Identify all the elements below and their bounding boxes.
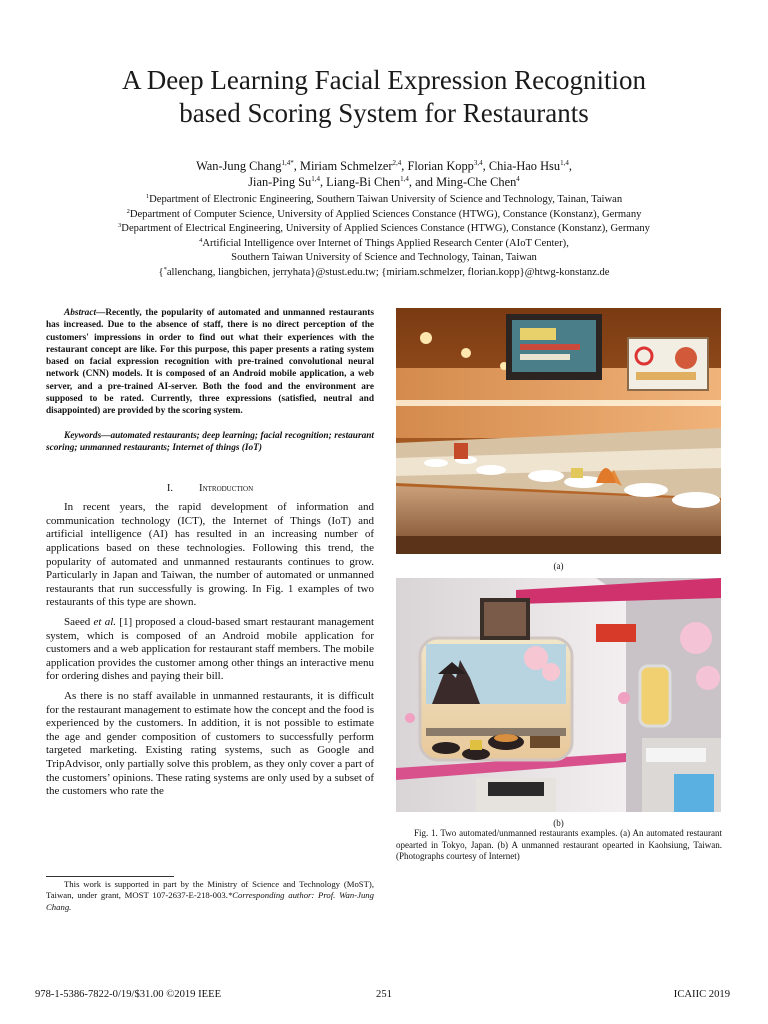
figure-caption: Fig. 1. Two automated/unmanned restaurants examples. (a) An automated restaurant opearted in Tokyo, Japan. (b) A unmanned restaurant opearted in Kaohsiung, Taiwan. (Photographs courtesy of Internet) bbox=[396, 828, 722, 862]
author-sup: 3,4 bbox=[473, 159, 483, 167]
author-name: Wan-Jung Chang bbox=[196, 159, 282, 173]
paragraph: In recent years, the rapid development of information and communication technology (ICT), the Internet of Things (IoT) and artificial intelligence (AI) has resulted in an increasing number of applications based on these technologies. Following this trend, the popularity of automated and unmanned restaurants continues to grow. Particularly in Japan and Taiwan, the number of automated or unmanned restaurants that run successfully is growing. In Fig. 1 examples of two restaurants of this type are shown. bbox=[46, 501, 374, 609]
section-number: I. bbox=[166, 483, 174, 495]
figure-label-b: (b) bbox=[553, 818, 564, 828]
author-sup: 1,4 bbox=[311, 175, 320, 183]
author-name: Miriam Schmelzer bbox=[299, 159, 393, 173]
author-sup: 1,4 bbox=[560, 159, 569, 167]
author-name: Chia-Hao Hsu bbox=[488, 159, 561, 173]
author-name: Florian Kopp bbox=[407, 159, 474, 173]
affiliation-list bbox=[24, 193, 744, 280]
author-name: Liang-Bi Chen bbox=[326, 175, 401, 189]
author-sep: , bbox=[401, 159, 408, 173]
photo-unmanned-restaurant bbox=[396, 578, 721, 812]
author-sep: , bbox=[482, 159, 489, 173]
author-sep: , bbox=[319, 175, 327, 189]
footer-conference: ICAIIC 2019 bbox=[673, 989, 730, 1000]
author-sup: 2,4 bbox=[392, 159, 402, 167]
author-sep: , bbox=[293, 159, 300, 173]
paragraph: As there is no staff available in unmanned restaurants, it is difficult for the restaurant management to estimate how the concept and the food is experienced by the customers. In addition, it is not possible to estimate the age and gender composition of customers to successfully perform targeted marketing. Existing rating systems, such as Google and TripAdvisor, only partially solve this problem, as they only cover a part of the customers’ opinions. These rating systems are only used by a subset of the customers who rate the bbox=[46, 689, 374, 798]
author-line-2 bbox=[40, 174, 728, 190]
author-name: Ming-Che Chen bbox=[436, 175, 517, 189]
abstract bbox=[46, 307, 374, 418]
figure-label-a: (a) bbox=[553, 561, 564, 571]
section-heading bbox=[46, 482, 374, 495]
author-list bbox=[40, 158, 728, 190]
footnote-divider bbox=[46, 876, 174, 877]
photo-conveyor-restaurant bbox=[396, 308, 721, 554]
author-sup: 1,4 bbox=[400, 175, 409, 183]
paper-title bbox=[40, 64, 728, 130]
affiliation-line: $^4$Artificial Intelligence over Internet of Things Applied Research Center (AIoT Center), bbox=[199, 236, 569, 249]
author-line-1 bbox=[40, 158, 728, 174]
footnote: This work is supported in part by the Ministry of Science and Technology (MoST), Taiwan, under grant, MOST 107-2637-E-218-003.*Corresponding author: Prof. Wan-Jung Chang. bbox=[46, 879, 374, 912]
author-sep: , bbox=[568, 159, 572, 173]
figure-photo-a bbox=[396, 308, 721, 554]
title-line-2: based Scoring System for Restaurants bbox=[179, 98, 589, 128]
abstract-text: —Recently, the popularity of automated and unmanned restaurants has increased. Due to the absence of staff, there is no direct perception of the customers' impressions in order to find out what their experiences with the restaurant concept are like. For this purpose, this paper presents a rating system based on facial expression recognition with pre-trained convolutional neural network (CNN) models. It is composed of an Android mobile application, a web server, and a pre-trained AI-server. Both the food and the environment are supposed to be rated. Currently, three expressions (satisfied, neutral and disappointed) are provided by the scoring system. bbox=[46, 308, 374, 417]
section-title: Introduction bbox=[199, 483, 254, 495]
figure-photo-b bbox=[396, 578, 721, 812]
footer-page-number: 251 bbox=[376, 989, 392, 1000]
author-sep: , and bbox=[408, 175, 437, 189]
email-line: {*allenchang, liangbichen, jerryhata}@stust.edu.tw; {miriam.schmelzer, florian.kopp}@htwg-konstanz.de bbox=[158, 265, 610, 278]
paragraph: Saeed et al. [1] proposed a cloud-based smart restaurant management system, which is composed of an Android mobile application for customers and a web application for restaurant staff members. The mobile application provides the customer among other things an interactive menu for ordering dishes and paying their bill. bbox=[46, 616, 375, 683]
keywords: Keywords—automated restaurants; deep learning; facial recognition; restaurant scoring; unmanned restaurants; Internet of things (IoT) bbox=[46, 430, 374, 453]
author-sup: 1,4* bbox=[281, 159, 294, 167]
affiliation-line: $^1$Department of Electronic Engineering, Southern Taiwan University of Science and Technology, Tainan, Taiwan bbox=[145, 193, 623, 205]
author-name: Jian-Ping Su bbox=[248, 175, 312, 189]
author-sup: 4 bbox=[516, 175, 520, 183]
body-text bbox=[46, 501, 374, 798]
affiliation-line: Southern Taiwan University of Science and Technology, Tainan, Taiwan bbox=[231, 252, 537, 263]
affiliation-line: $^3$Department of Electrical Engineering, University of Applied Sciences Constance (HTWG), Constance (Konstanz), Germany bbox=[118, 222, 650, 234]
title-line-1: A Deep Learning Facial Expression Recognition bbox=[121, 65, 647, 95]
abstract-lead: Abstract bbox=[64, 308, 97, 318]
left-column bbox=[46, 307, 374, 805]
footer-isbn: 978-1-5386-7822-0/19/$31.00 ©2019 IEEE bbox=[35, 989, 222, 1000]
affiliation-line: $^2$Department of Computer Science, University of Applied Sciences Constance (HTWG), Constance (Konstanz), Germany bbox=[126, 207, 642, 220]
